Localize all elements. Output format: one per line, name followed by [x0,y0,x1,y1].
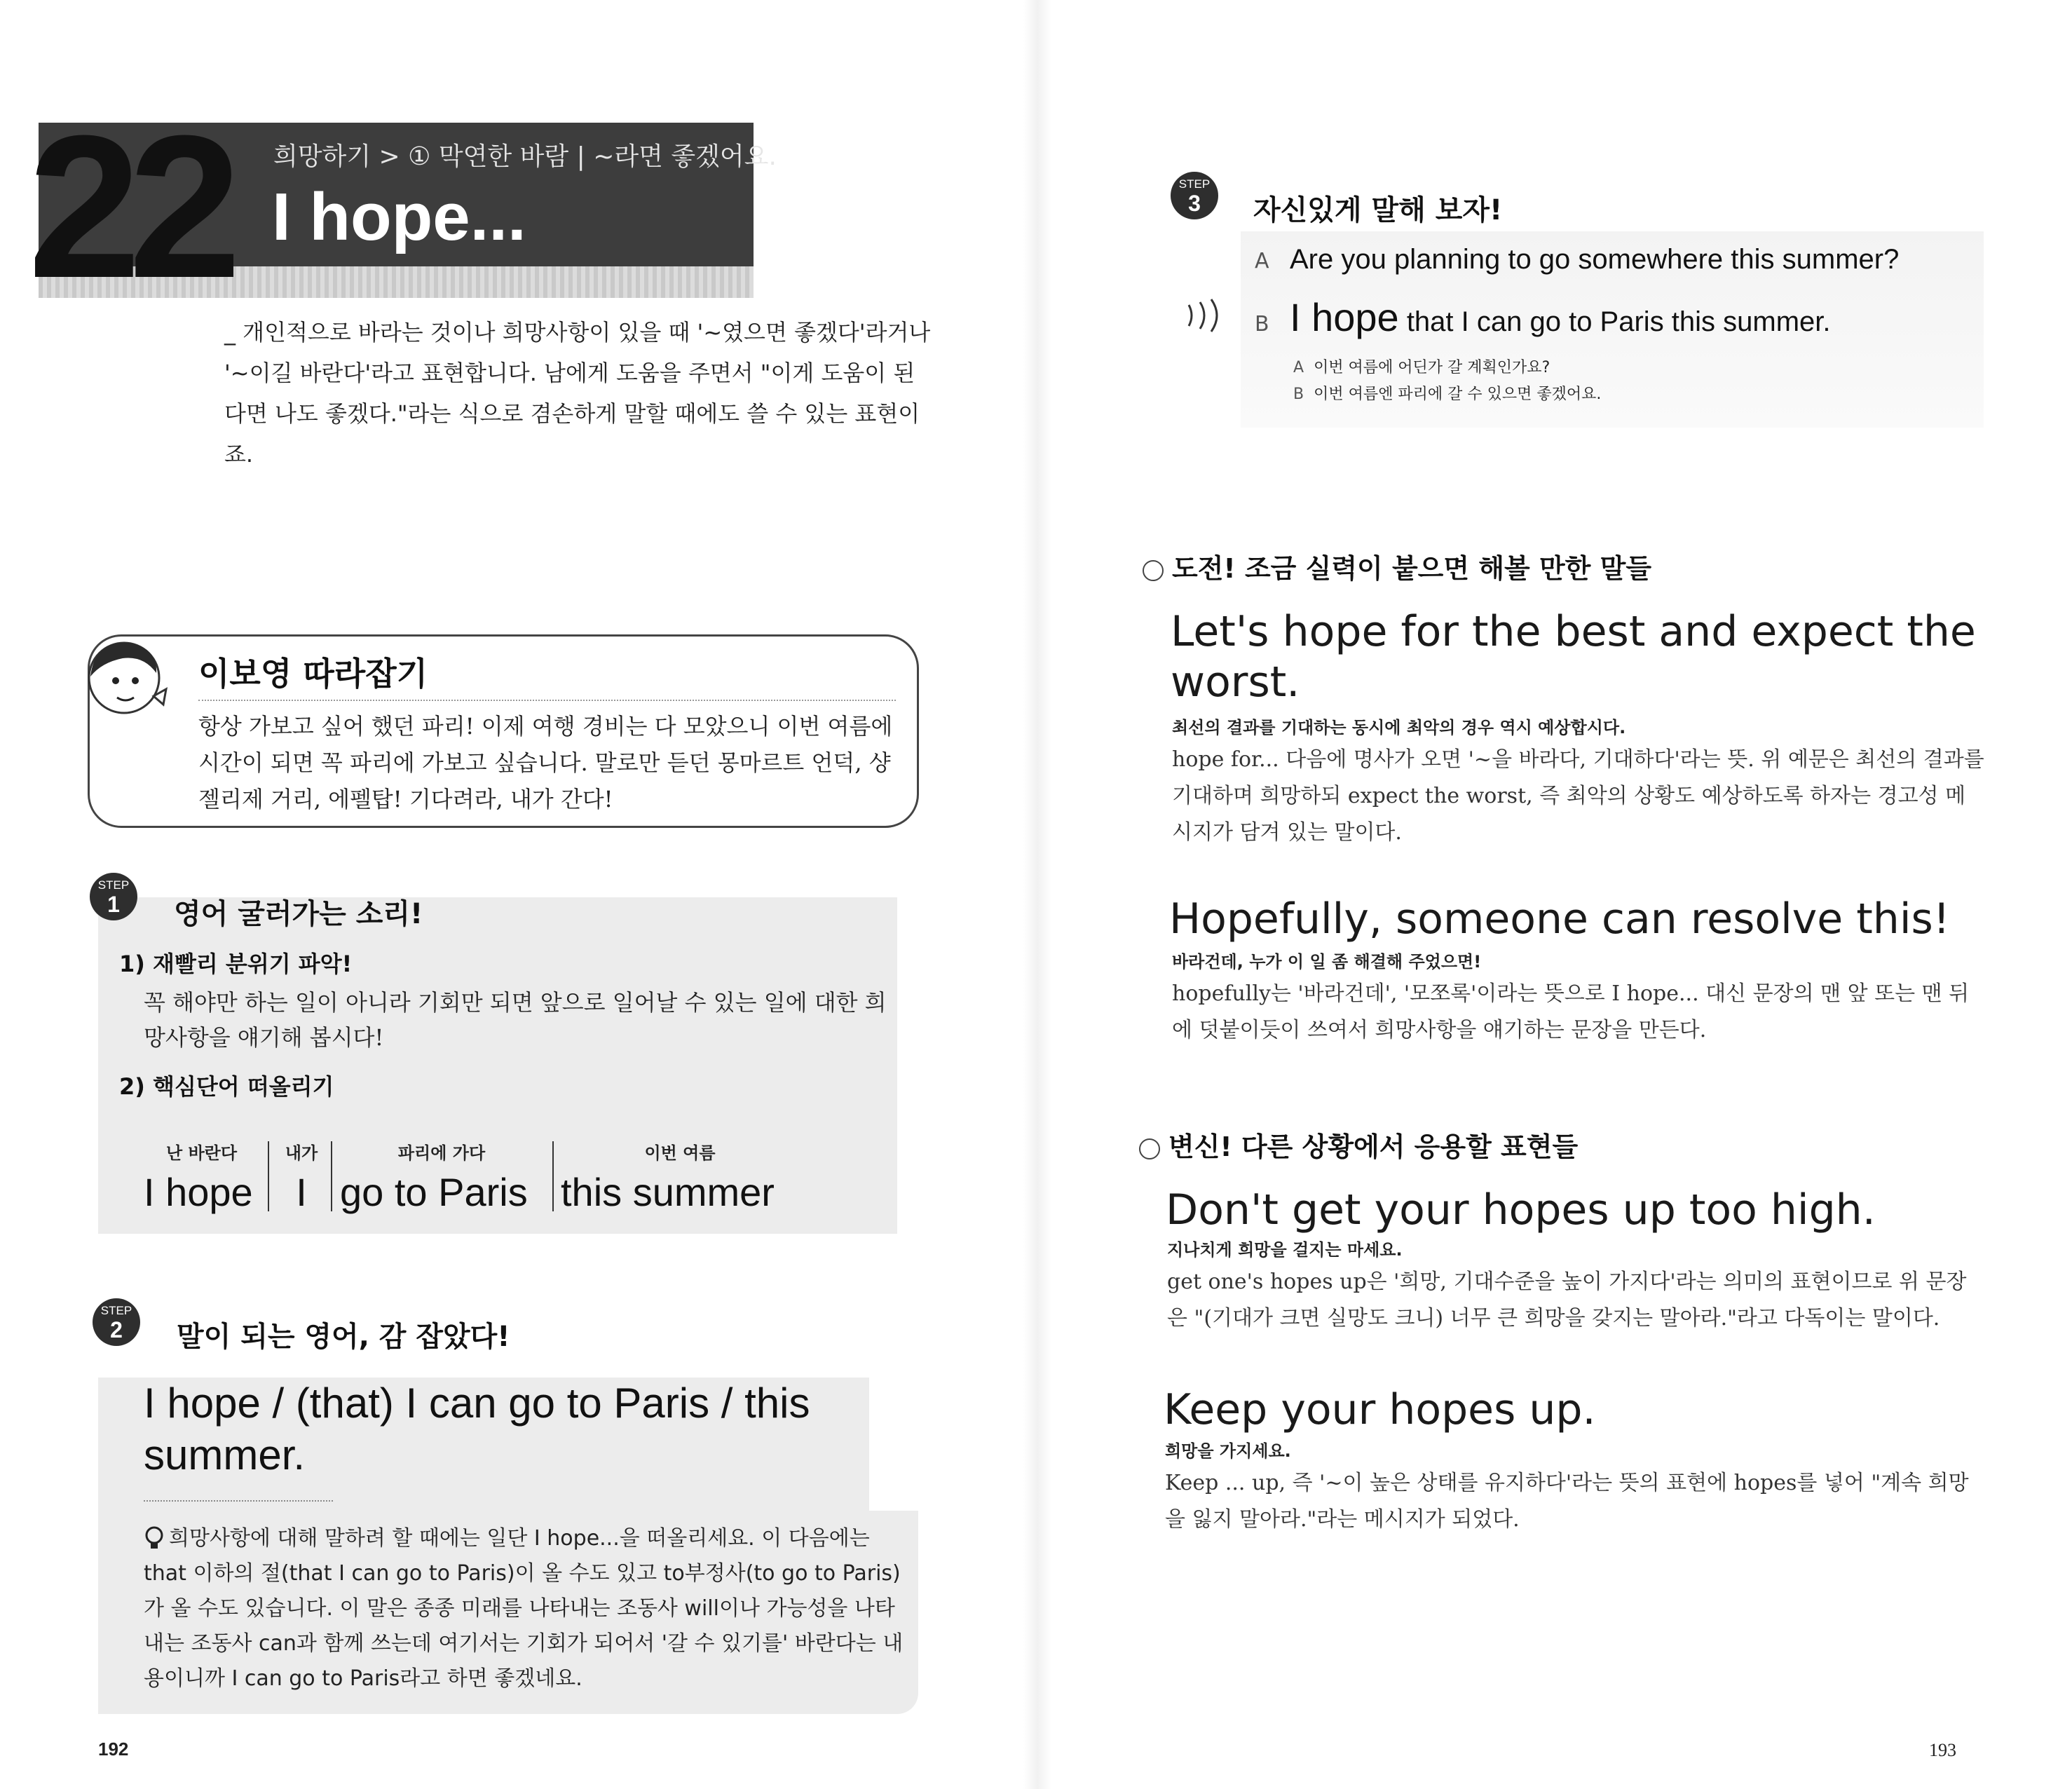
page-number-left: 192 [98,1739,129,1760]
step2-badge: STEP 2 [93,1298,140,1346]
challenge-heading: 도전! 조금 실력이 붙으면 해볼 만한 말들 [1143,547,1651,585]
lesson-number: 22 [28,93,229,320]
step2-title: 말이 되는 영어, 감 잡았다! [177,1321,510,1353]
expression-title: Let's hope for the best and expect the worst. [1171,607,1976,707]
lesson-title: I hope... [272,179,526,254]
keyword-item [144,1139,259,1220]
header-tag: 희망하기 > ① 막연한 바람 | ~라면 좋겠어요. [273,142,777,171]
step3-badge: STEP 3 [1171,172,1218,219]
dialog-letter-b: B [1255,312,1269,336]
expression-title: Don't get your hopes up too high. [1166,1185,1876,1234]
step3-title: 자신있게 말해 보자! [1253,194,1503,226]
expression-explanation: Keep ... up, 즉 '~이 높은 상태를 유지하다'라는 뜻의 표현에 hopes를 넣어 "계속 희망을 잃지 말아라."라는 메시지가 되었다. [1165,1471,1969,1532]
step1-subheading-2: 2) 핵심단어 떠올리기 [119,1073,334,1100]
expression-title: Keep your hopes up. [1164,1385,1596,1434]
expression-translation: 지나치게 희망을 걸지는 마세요. [1167,1240,1403,1260]
korean-line-a: A 이번 여름에 어딘가 갈 계획인가요? [1293,359,1550,376]
expression-explanation: hopefully는 '바라건데', '모쪼록'이라는 뜻으로 I hope... 대신 문장의 맨 앞 또는 맨 뒤에 덧붙이듯이 쓰여서 희망사항을 얘기하는 문장을 만든다. [1172,981,1970,1042]
dialog-line-b [1290,294,1831,340]
step1-subheading-1: 1) 재빨리 분위기 파악! [119,951,353,977]
keyword-separator [268,1141,269,1211]
step1-text: 꼭 해야만 하는 일이 아니라 기회만 되면 앞으로 일어날 수 있는 일에 대한 희망사항을 얘기해 봅시다! [144,989,887,1051]
speaking-icon [1185,298,1234,333]
keyword-gloss: 내가 [285,1143,318,1163]
keyword-gloss: 난 바란다 [165,1143,238,1163]
step2-explanation: 희망사항에 대해 말하려 할 때에는 일단 I hope...을 떠올리세요. 이 다음에는 that 이하의 절(that I can go to Paris)이 올 수도 있고 to부정사(to go to Paris)가 올 수도 있습니다. 이 말은 종종 미래를 나타내는 조동사 will이나 가능성을 나타내는 조동사 can과 함께 쓰는데 여기서는 기회가 되어서 '갈 수 있기를' 바란다는 내용이니까 I can go to Paris라고 하면 좋겠네요. [144,1526,904,1691]
expression-translation: 최선의 결과를 기대하는 동시에 최악의 경우 역시 예상합시다. [1172,718,1626,737]
dialog-line-b-rest: that I can go to Paris this summer. [1398,306,1831,337]
keyword-gloss: 파리에 가다 [397,1143,486,1163]
expression-explanation: get one's hopes up은 '희망, 기대수준을 높이 가지다'라는 의미의 표현이므로 위 문장은 "(기대가 크면 실망도 크니) 너무 큰 희망을 갖지는 말아라."라고 다독이는 말이다. [1167,1270,1967,1331]
step2-sentence: I hope / (that) I can go to Paris / this summer. [144,1380,810,1478]
keyword-item [277,1139,326,1220]
expression-explanation: hope for... 다음에 명사가 오면 '~을 바라다, 기대하다'라는 뜻. 위 예문은 최선의 결과를 기대하며 희망하되 expect the worst, 즉 최악의 상황도 예상하도록 하자는 경고성 메시지가 담겨 있는 말이다. [1172,747,1984,845]
keyword-separator [552,1141,554,1211]
section-bullet-icon [1143,560,1164,581]
step1-badge: STEP 1 [90,873,137,920]
keyword-item [561,1139,799,1220]
expression-translation: 바라건데, 누가 이 일 좀 해결해 주었으면! [1172,952,1482,972]
intro-text: _ 개인적으로 바라는 것이나 희망사항이 있을 때 '~였으면 좋겠다'라거나 '~이길 바란다'라고 표현합니다. 남에게 도움을 주면서 "이게 도움이 된다면 나도 좋겠다."라는 식으로 겸손하게 말할 때에도 쓸 수 있는 표현이죠. [224,319,931,468]
expression-title: Hopefully, someone can resolve this! [1169,894,1950,944]
keyword-item [340,1139,543,1220]
korean-line-b: B 이번 여름엔 파리에 갈 수 있으면 좋겠어요. [1293,386,1602,403]
bubble-title: 이보영 따라잡기 [198,655,428,693]
bubble-text: 항상 가보고 싶어 했던 파리! 이제 여행 경비는 다 모았으니 이번 여름에 시간이 되면 꼭 파리에 가보고 싶습니다. 말로만 듣던 몽마르트 언덕, 샹젤리제 거리, 에펠탑! 기다려라, 내가 간다! [198,713,893,812]
teacher-avatar-icon [81,634,179,733]
page-number-right: 193 [1929,1740,1956,1760]
step2-divider [144,1500,333,1502]
section-bullet-icon [1139,1138,1160,1159]
keyword-gloss: 이번 여름 [644,1143,716,1163]
keyword-separator [331,1141,332,1211]
step1-title: 영어 굴러가는 소리! [174,898,423,930]
keyword-word: I [296,1170,307,1214]
transform-heading: 변신! 다른 상황에서 응용할 표현들 [1139,1125,1578,1164]
keyword-word: go to Paris [340,1170,528,1214]
dialog-line-a: Are you planning to go somewhere this summer? [1290,244,1900,275]
expression-translation: 희망을 가지세요. [1165,1441,1291,1461]
keyword-word: this summer [561,1170,775,1214]
keyword-word: I hope [144,1170,253,1214]
dialog-letter-a: A [1255,249,1269,273]
bubble-divider [198,700,896,701]
dialog-line-b-emphasis: I hope [1290,295,1399,339]
